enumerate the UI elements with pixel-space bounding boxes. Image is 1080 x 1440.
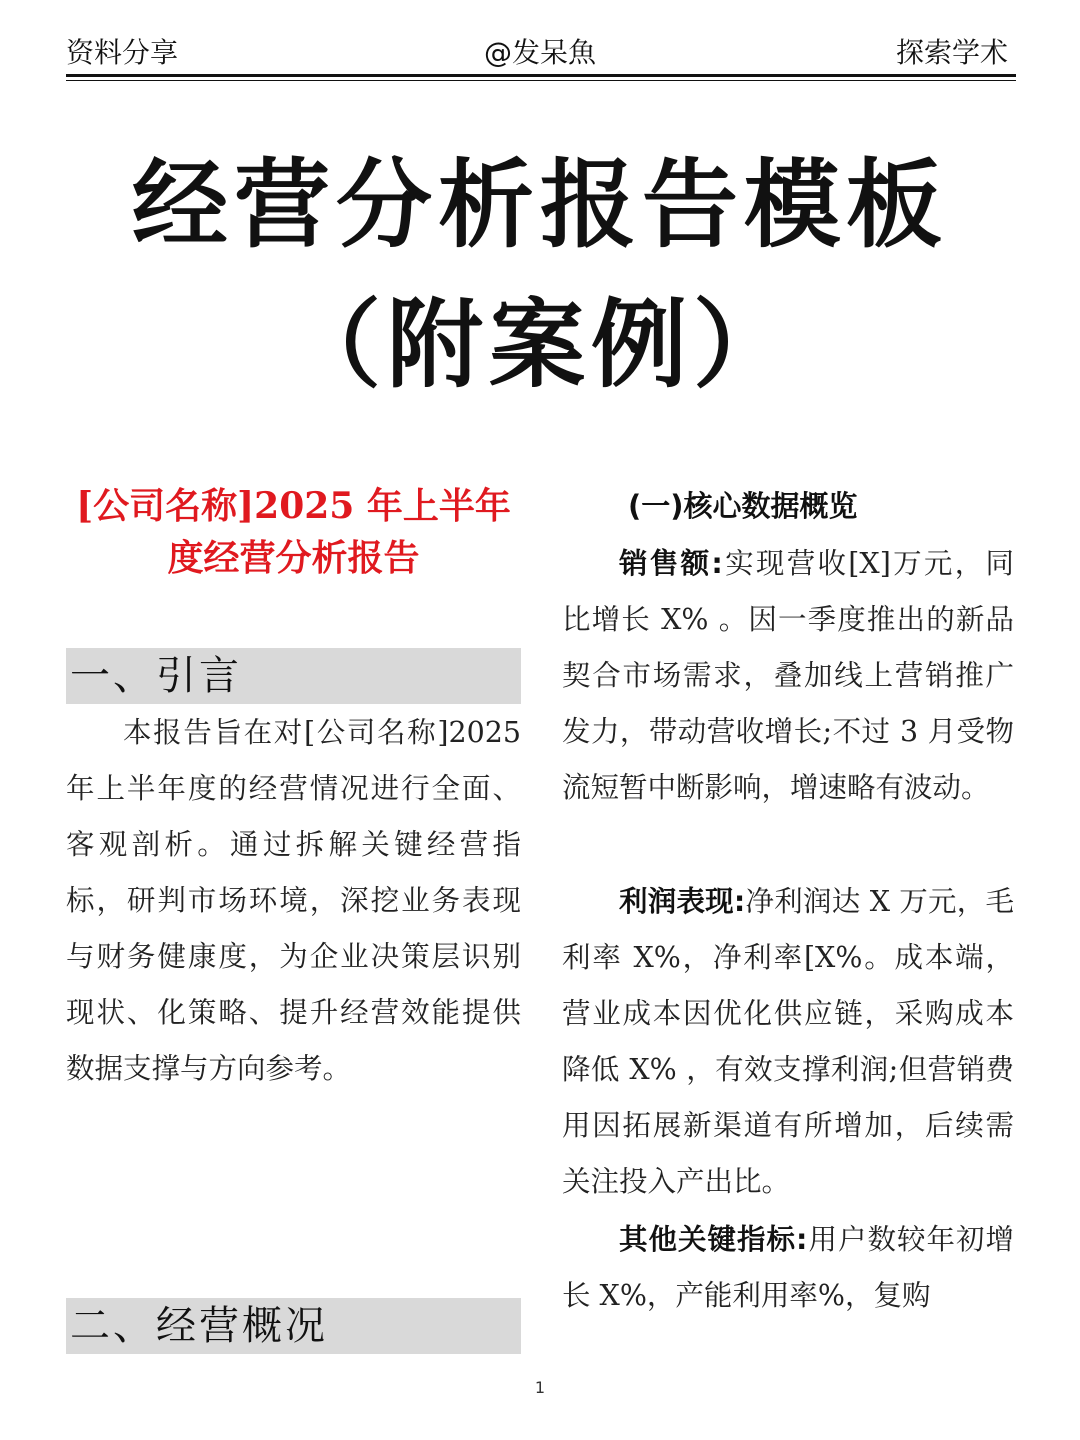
- header-rule-thick: [66, 74, 1016, 77]
- text-other-metrics: 用户数较年初增长 X%，产能利用率%，复购: [562, 1223, 1014, 1312]
- header-left-label: 资料分享: [66, 36, 179, 69]
- report-title: [公司名称]2025 年上半年度经营分析报告: [76, 485, 511, 579]
- intro-paragraph: 本报告旨在对[公司名称]2025 年上半年度的经营情况进行全面、客观剖析。通过拆解关键经营指标，研判市场环境，深挖业务表现与财务健康度，为企业决策层识别现状、化策略、提升经营效能提供数据支撑与方向参考。: [66, 716, 521, 1085]
- main-title-line-2: （附案例）: [285, 289, 795, 401]
- label-sales: 销售额:: [619, 547, 723, 580]
- page-number: 1: [534, 1378, 546, 1397]
- subsection-heading-core-data: (一)核心数据概览: [628, 489, 858, 523]
- label-profit: 利润表现:: [619, 885, 746, 918]
- section-heading-intro: [66, 648, 521, 704]
- text-sales: 实现营收[X]万元，同比增长 X% 。因一季度推出的新品契合市场需求，叠加线上营销推广发力，带动营收增长;不过 3 月受物流短暂中断影响，增速略有波动。: [562, 547, 1014, 804]
- right-column: [556, 530, 1026, 1330]
- section-heading-overview: [66, 1298, 521, 1354]
- header-author-handle: @发呆魚: [483, 36, 596, 69]
- main-title-line-1: 经营分析报告模板: [132, 149, 948, 261]
- header-rule-thin: [66, 80, 1016, 81]
- paragraph-sales: [562, 536, 1014, 816]
- paragraph-profit: [562, 874, 1014, 1210]
- section-heading-intro-text: 一、引言: [70, 653, 242, 699]
- section-heading-overview-text: 二、经营概况: [70, 1303, 328, 1349]
- text-profit: 净利润达 X 万元，毛利率 X%，净利率[X%。成本端，营业成本因优化供应链，采购成本降低 X% ，有效支撑利润;但营销费用因拓展新渠道有所增加，后续需关注投入产出比。: [562, 885, 1014, 1198]
- header-right-label: 探索学术: [895, 36, 1008, 69]
- paragraph-other-metrics: [562, 1212, 1014, 1324]
- label-other-metrics: 其他关键指标:: [619, 1223, 808, 1256]
